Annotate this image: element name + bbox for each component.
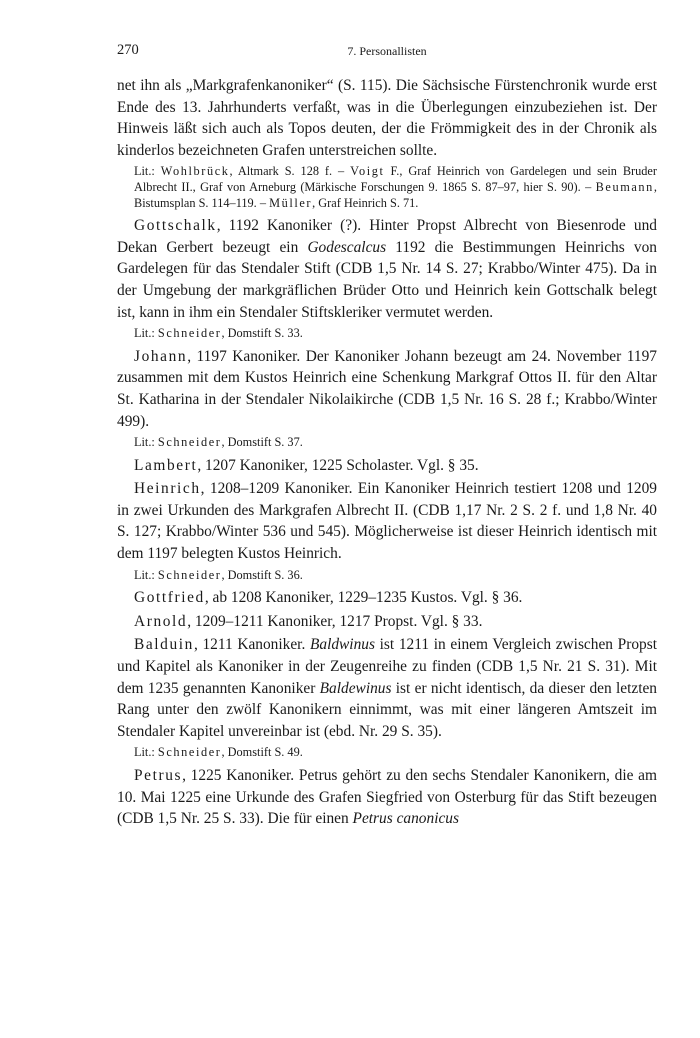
lit-author: Müller (269, 195, 313, 210)
lit-label: Lit.: (134, 164, 161, 179)
literature-note (117, 164, 657, 211)
literature-note (117, 568, 657, 584)
entry-johann (117, 346, 657, 432)
entry-italic: Godescalcus (307, 238, 387, 256)
entry-arnold (117, 611, 657, 633)
entry-name: Petrus (134, 767, 183, 784)
literature-note (117, 435, 657, 451)
running-head (117, 42, 657, 64)
entry-italic: Baldewinus (319, 679, 392, 697)
entry-lambert (117, 455, 657, 477)
lit-text: , Altmark S. 128 f. – (229, 164, 351, 179)
lit-text: , Domstift S. 37. (221, 435, 303, 450)
entry-text: , ab 1208 Kanoniker, 1229–1235 Kustos. Vgl. § 36. (204, 589, 523, 607)
lit-label: Lit.: (134, 567, 158, 582)
entry-text: , 1207 Kanoniker, 1225 Scholaster. Vgl. § 35. (197, 456, 479, 474)
book-page (117, 42, 657, 830)
entry-text: , 1208–1209 Kanoniker. Ein Kanoniker Heinrich testiert 1208 und 1209 in zwei Urkunden des Markgrafen Albrecht II. (CDB 1,17 Nr. 2 S. 2 f. und 1,8 Nr. 40 S. 127; Krabbo/Winter 536 und 545). Möglicherweise ist dieser Heinrich identisch mit dem 1197 belegten Kustos Heinrich. (117, 480, 657, 563)
entry-gottfried (117, 587, 657, 609)
lit-text: , Graf Heinrich S. 71. (312, 195, 419, 210)
page-number: 270 (117, 42, 139, 58)
entry-gottschalk (117, 215, 657, 323)
literature-note (117, 326, 657, 342)
entry-name: Arnold (134, 612, 188, 630)
lit-author: Schneider (157, 745, 222, 760)
lit-label: Lit.: (134, 745, 158, 760)
entry-text: ist 1211 in einem Vergleich zwischen Propst und Kapitel als Kanoniker in der Zeugenreihe zu finden (CDB 1,5 Nr. 21 S. 31). Mit dem 1235 genannten Kanoniker (117, 636, 658, 697)
entry-name: Johann (134, 347, 188, 365)
lit-label: Lit.: (134, 435, 158, 450)
literature-note (117, 745, 657, 761)
entry-text: , 1209–1211 Kanoniker, 1217 Propst. Vgl. § 33. (187, 612, 483, 630)
entry-petrus (117, 765, 657, 830)
entry-name: Balduin (134, 636, 194, 654)
lit-label: Lit.: (134, 326, 158, 341)
lit-author: Voigt (350, 164, 385, 179)
entry-name: Heinrich (134, 480, 201, 498)
lit-text: , Bistumsplan S. 114–119. – (134, 179, 657, 210)
lit-author: Schneider (157, 435, 222, 450)
body-text (117, 75, 657, 830)
paragraph-continuation: net ihn als „Markgrafenkanoniker“ (S. 115). Die Sächsische Fürstenchronik wurde erst Ende des 13. Jahrhunderts verfaßt, was in die Überlegungen einzubeziehen ist. Der Hinweis läßt sich auch als Topos deuten, der die Frömmigkeit des in der Chronik als kinderlos bezeichneten Grafen unterstreichen sollte. (117, 77, 657, 159)
entry-text: 1192 die Bestimmungen Heinrichs von Gardelegen für das Stendaler Stift (CDB 1,5 Nr. 14 S. 27; Krabbo/Winter 475). Da in der Umgebung der markgräflichen Brüder Otto und Heinrich kein Gottschalk belegt ist, kann in ihm ein Stendaler Stiftskleriker vermutet werden. (117, 238, 657, 321)
entry-text: , 1225 Kanoniker. Petrus gehört zu den sechs Stendaler Kanonikern, die am 10. Mai 1225 eine Urkunde des Grafen Siegfried von Osterburg für das Stift bezeugen (CDB 1,5 Nr. 25 S. 33). Die für einen (117, 767, 657, 828)
entry-text: , 1197 Kanoniker. Der Kanoniker Johann bezeugt am 24. November 1197 zusammen mit dem Kustos Heinrich eine Schenkung Markgraf Ottos II. für den Altar St. Katharina in der Stendaler Nikolaikirche (CDB 1,5 Nr. 16 S. 28 f.; Krabbo/Winter 499). (117, 347, 657, 430)
entry-name: Lambert (134, 456, 198, 474)
entry-heinrich (117, 478, 657, 564)
lit-author: Schneider (157, 326, 222, 341)
entry-balduin (117, 634, 657, 742)
lit-text: , Domstift S. 33. (221, 326, 303, 341)
lit-text: F., Graf Heinrich von Gardelegen und sein Bruder Albrecht II., Graf von Arneburg (Märkische Forschungen 9. 1865 S. 87–97, hier S. 90). – (134, 164, 657, 194)
lit-author: Beumann (595, 179, 654, 194)
lit-author: Schneider (157, 567, 222, 582)
chapter-title: 7. Personallisten (347, 44, 427, 58)
entry-text: ist er nicht identisch, da dieser den letzten Rang unter den zwölf Kanonikern einnimmt, was mit einer längeren Amtszeit im Stendaler Kapitel unvereinbar ist (ebd. Nr. 29 S. 35). (117, 679, 658, 740)
entry-name: Gottfried (134, 589, 205, 607)
entry-italic: Petrus canonicus (352, 810, 459, 828)
entry-italic: Baldwinus (309, 636, 375, 654)
entry-text: , 1211 Kanoniker. (193, 636, 310, 654)
lit-author: Wohlbrück (160, 164, 230, 179)
lit-text: , Domstift S. 49. (221, 745, 303, 760)
entry-text: , 1192 Kanoniker (?). Hinter Propst Albrecht von Biesenrode und Dekan Gerbert bezeugt ein (117, 217, 657, 256)
lit-text: , Domstift S. 36. (221, 567, 303, 582)
entry-name: Gottschalk (134, 217, 217, 235)
